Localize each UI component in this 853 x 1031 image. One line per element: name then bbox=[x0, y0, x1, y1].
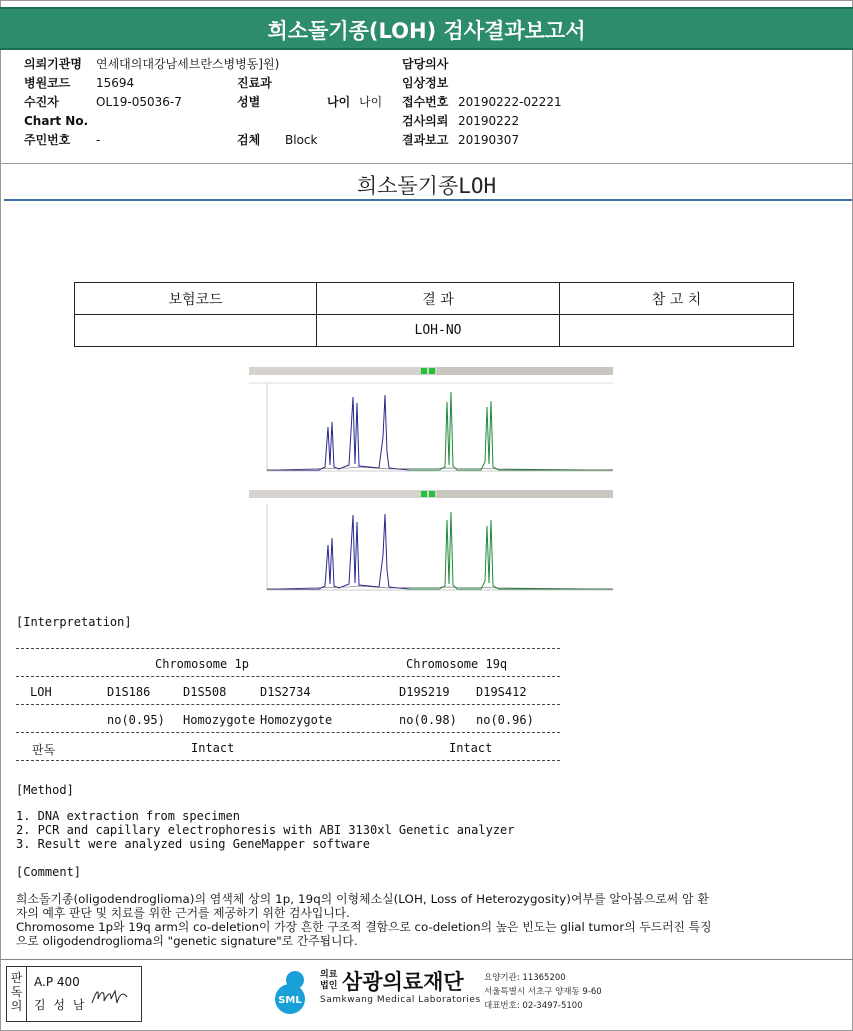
info-col2 bbox=[237, 75, 317, 148]
report-header bbox=[0, 7, 853, 50]
judge-result-1p: Intact bbox=[191, 741, 235, 755]
org-phone: 대표번호: 02-3497-5100 bbox=[484, 1001, 583, 1011]
plot-marker bbox=[429, 491, 435, 497]
chromosome-19q-label: Chromosome 19q bbox=[406, 657, 508, 671]
org-prefix-1: 의료 bbox=[320, 970, 338, 980]
rule-dashed bbox=[16, 732, 560, 733]
method-heading: [Method] bbox=[16, 783, 74, 797]
side-label-text: 판독의 bbox=[10, 971, 23, 1013]
result-table bbox=[74, 282, 794, 347]
marker-result: no(0.98) bbox=[399, 713, 457, 727]
trace-green bbox=[409, 392, 613, 470]
judge-result-19q: Intact bbox=[449, 741, 493, 755]
table-header-cell: 참 고 치 bbox=[560, 283, 794, 315]
plot-marker bbox=[421, 368, 427, 374]
info-label: 의뢰기관명 bbox=[24, 57, 82, 71]
info-label: 검사의뢰 bbox=[402, 114, 449, 128]
org-english-name: Samkwang Medical Laboratories bbox=[320, 995, 481, 1005]
electropherogram-top bbox=[249, 367, 613, 473]
method-line: 2. PCR and capillary electrophoresis with ABI 3130xl Genetic analyzer bbox=[16, 823, 515, 837]
info-label: 검체 bbox=[237, 133, 261, 147]
pathologist-name: 김 성 남 bbox=[34, 998, 87, 1012]
marker-name: D1S508 bbox=[183, 685, 227, 699]
org-prefix-2: 법인 bbox=[320, 981, 338, 991]
comment-line: Chromosome 1p와 19q arm의 co-deletion이 가장 흔한 구조적 결함으로 co-deletion의 높은 빈도는 glial tumor의 두드러진 특징 bbox=[16, 920, 712, 934]
marker-result: no(0.95) bbox=[107, 713, 165, 727]
info-col3 bbox=[402, 56, 562, 148]
footer-separator bbox=[0, 959, 853, 960]
info-label: 접수번호 bbox=[402, 95, 449, 109]
plot-marker bbox=[429, 368, 435, 374]
table-cell bbox=[560, 315, 794, 347]
org-code: 요양기관: 11365200 bbox=[484, 973, 566, 983]
info-label: 임상정보 bbox=[402, 76, 449, 90]
info-value: - bbox=[96, 133, 101, 147]
info-label: 성별 bbox=[237, 95, 261, 109]
table-cell bbox=[75, 315, 317, 347]
info-value: 15694 bbox=[96, 76, 135, 90]
info-label: 나이 bbox=[327, 95, 351, 109]
info-label: 수진자 bbox=[24, 95, 59, 109]
info-age bbox=[327, 94, 382, 110]
table-header-cell: 결 과 bbox=[317, 283, 560, 315]
comment-line: 자의 예후 판단 및 치료를 위한 근거를 제공하기 위한 검사입니다. bbox=[16, 906, 350, 920]
logo-text: SML bbox=[278, 995, 302, 1006]
info-value: Block bbox=[285, 133, 318, 147]
info-value: 연세대의대강남세브란스병병동]원) bbox=[96, 57, 280, 71]
plot-marker bbox=[421, 491, 427, 497]
plot-toolbar-right bbox=[437, 367, 613, 375]
info-value: 나이 bbox=[359, 95, 383, 109]
judge-label: 판독 bbox=[32, 743, 56, 757]
interpretation-heading: [Interpretation] bbox=[16, 615, 132, 629]
rule-dashed bbox=[16, 704, 560, 705]
method-line: 1. DNA extraction from specimen bbox=[16, 809, 240, 823]
pathologist-ap: A.P 400 bbox=[34, 975, 80, 989]
signature-side-label bbox=[7, 967, 27, 1021]
report-title: 희소돌기종(LOH) 검사결과보고서 bbox=[267, 19, 586, 43]
info-value: 20190222 bbox=[458, 114, 520, 128]
signature-box bbox=[6, 966, 142, 1022]
marker-name: D19S412 bbox=[476, 685, 527, 699]
org-name: 삼광의료재단 bbox=[342, 970, 464, 994]
marker-result: Homozygote bbox=[260, 713, 333, 727]
info-value: OL19-05036-7 bbox=[96, 95, 182, 109]
rule-dashed bbox=[16, 648, 560, 649]
rule-dashed bbox=[16, 676, 560, 677]
rule-dashed bbox=[16, 760, 560, 761]
marker-result: Homozygote bbox=[183, 713, 256, 727]
table-header-cell: 보험코드 bbox=[75, 283, 317, 315]
info-label: 결과보고 bbox=[402, 133, 449, 147]
trace-blue bbox=[267, 395, 409, 470]
table-header-row bbox=[75, 283, 794, 315]
trace-blue bbox=[267, 514, 409, 589]
marker-result: no(0.96) bbox=[476, 713, 534, 727]
marker-name: D19S219 bbox=[399, 685, 450, 699]
info-label: 담당의사 bbox=[402, 57, 449, 71]
section-title: 희소돌기종LOH bbox=[356, 174, 497, 198]
comment-line: 으로 oligodendroglioma의 "genetic signature"로 간주됩니다. bbox=[16, 934, 358, 948]
section-underline bbox=[4, 199, 852, 201]
org-prefix bbox=[320, 970, 337, 992]
table-cell: LOH-NO bbox=[317, 315, 560, 347]
org-contact bbox=[484, 971, 602, 1013]
info-label: 진료과 bbox=[237, 76, 272, 90]
marker-name: D1S2734 bbox=[260, 685, 311, 699]
sml-logo-icon bbox=[268, 966, 318, 1018]
info-separator bbox=[0, 163, 853, 164]
signature-image bbox=[89, 985, 133, 1009]
info-label: 병원코드 bbox=[24, 76, 71, 90]
electropherogram-bottom bbox=[249, 490, 613, 593]
loh-label: LOH bbox=[30, 685, 52, 699]
comment-heading: [Comment] bbox=[16, 865, 82, 879]
org-address: 서울특별시 서초구 양재동 9-60 bbox=[484, 987, 602, 997]
chromosome-1p-label: Chromosome 1p bbox=[155, 657, 249, 671]
trace-green bbox=[409, 512, 613, 589]
info-value: 20190307 bbox=[458, 133, 520, 147]
marker-name: D1S186 bbox=[107, 685, 151, 699]
info-label: 주민번호 bbox=[24, 133, 71, 147]
info-value: 20190222-02221 bbox=[458, 95, 562, 109]
plot-toolbar-right bbox=[437, 490, 613, 498]
comment-line: 희소돌기종(oligodendroglioma)의 염색체 상의 1p, 19q의 이형체소실(LOH, Loss of Heterozygosity)여부를 알아봄으로써 암 환 bbox=[16, 892, 709, 906]
table-row bbox=[75, 315, 794, 347]
info-label: Chart No. bbox=[24, 114, 89, 128]
method-line: 3. Result were analyzed using GeneMapper software bbox=[16, 837, 371, 851]
